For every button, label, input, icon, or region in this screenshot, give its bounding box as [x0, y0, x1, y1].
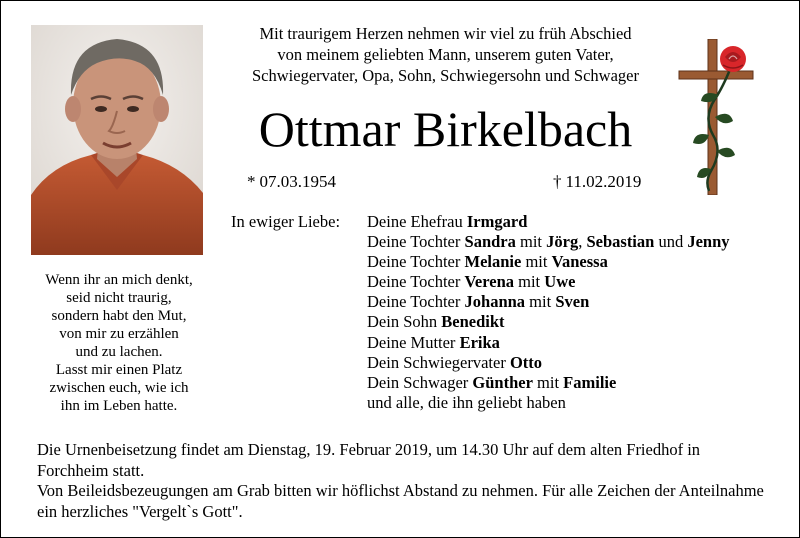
- family-relation-text: mit: [521, 252, 552, 272]
- family-member-name: Uwe: [544, 272, 576, 292]
- birth-star-icon: *: [247, 172, 256, 191]
- family-member-name: Benedikt: [441, 312, 505, 332]
- deceased-name: Ottmar Birkelbach: [258, 101, 633, 157]
- family-relation-text: Deine Tochter: [367, 272, 465, 292]
- intro-line: von meinem geliebten Mann, unserem guten Vater,: [277, 45, 614, 64]
- family-member-name: Familie: [563, 372, 617, 392]
- family-member-name: Otto: [509, 352, 543, 372]
- family-member-row: [367, 232, 730, 252]
- poem-line: zwischen euch, wie ich: [49, 380, 189, 396]
- family-member-name: Sandra: [464, 232, 516, 252]
- family-list: [367, 212, 730, 413]
- family-relation-text: mit: [515, 232, 547, 252]
- family-member-row: [367, 252, 730, 272]
- family-relation-text: Deine Tochter: [367, 232, 465, 252]
- family-member-name: Jenny: [687, 232, 730, 252]
- family-member-row: [367, 292, 730, 312]
- family-member-name: Irmgard: [466, 212, 528, 231]
- family-member-name: Melanie: [464, 252, 522, 272]
- family-member-name: Sebastian: [586, 232, 655, 252]
- cross-with-rose-icon: [673, 39, 759, 195]
- poem-line: und zu lachen.: [75, 344, 163, 360]
- family-relation-text: Deine Tochter: [367, 292, 465, 312]
- birth-date: [247, 171, 336, 193]
- portrait-photo-icon: [31, 25, 203, 255]
- family-member-name: Sven: [555, 292, 590, 312]
- death-date: [553, 171, 641, 193]
- family-relation-text: mit: [532, 372, 564, 392]
- family-member-row: [367, 393, 730, 413]
- portrait-photo: [31, 25, 203, 255]
- family-relation-text: und: [654, 232, 688, 252]
- family-relation-text: ,: [578, 232, 587, 252]
- love-label: In ewiger Liebe:: [231, 212, 341, 231]
- family-relation-text: Dein Schwager: [367, 372, 473, 392]
- family-relation-text: und alle, die ihn geliebt haben: [367, 392, 566, 412]
- family-member-name: Jörg: [546, 232, 579, 252]
- death-date-value: 11.02.2019: [565, 172, 642, 191]
- family-relation-text: Deine Tochter: [367, 252, 465, 272]
- family-relation-text: Deine Ehefrau: [367, 212, 467, 231]
- family-member-name: Günther: [472, 372, 533, 392]
- family-relation-text: Dein Sohn: [367, 312, 442, 332]
- burial-info: Die Urnenbeisetzung findet am Dienstag, 19. Februar 2019, um 14.30 Uhr auf dem alten Friedhof in Forchheim statt.: [37, 440, 701, 480]
- family-member-name: Vanessa: [551, 252, 608, 272]
- poem: [21, 271, 217, 415]
- poem-line: sondern habt den Mut,: [51, 308, 187, 324]
- family-member-row: [367, 373, 730, 393]
- family-relation-text: mit: [525, 292, 556, 312]
- family-member-name: Erika: [459, 332, 500, 352]
- birth-date-value: 07.03.1954: [259, 172, 336, 191]
- family-relation-text: Dein Schwiegervater: [367, 352, 510, 372]
- poem-line: Lasst mir einen Platz: [55, 362, 183, 378]
- condolence-note: Von Beileidsbezeugungen am Grab bitten wir höflichst Abstand zu nehmen. Für alle Zeichen der Anteilnahme ein herzliches "Vergelt`s Gott".: [37, 481, 764, 521]
- family-member-row: [367, 212, 730, 232]
- footer-text: [37, 440, 773, 522]
- family-member-row: [367, 272, 730, 292]
- intro-text: [223, 23, 668, 86]
- family-relation-text: mit: [514, 272, 545, 292]
- family-member-row: [367, 333, 730, 353]
- family-member-row: [367, 312, 730, 332]
- family-relation-text: Deine Mutter: [367, 332, 460, 352]
- family-member-row: [367, 353, 730, 373]
- intro-line: Schwiegervater, Opa, Sohn, Schwiegersohn und Schwager: [252, 66, 639, 85]
- poem-line: von mir zu erzählen: [59, 326, 179, 342]
- family-member-name: Johanna: [464, 292, 526, 312]
- intro-line: Mit traurigem Herzen nehmen wir viel zu früh Abschied: [259, 24, 632, 43]
- death-cross-icon: †: [553, 172, 562, 191]
- family-member-name: Verena: [464, 272, 515, 292]
- poem-line: ihn im Leben hatte.: [60, 398, 178, 414]
- poem-line: seid nicht traurig,: [66, 290, 172, 306]
- poem-line: Wenn ihr an mich denkt,: [45, 272, 193, 288]
